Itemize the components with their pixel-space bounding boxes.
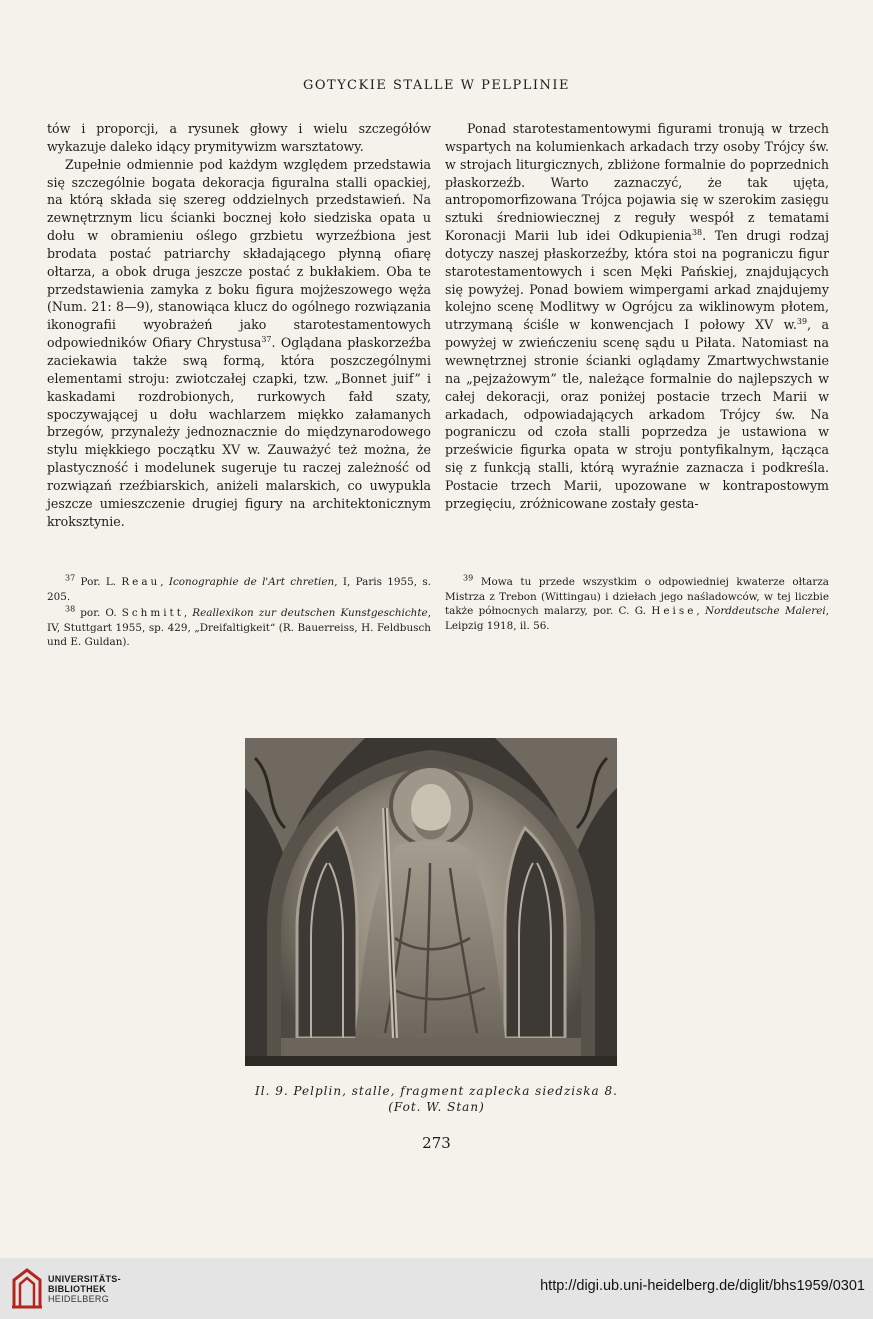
page-number: 273 — [422, 1134, 451, 1152]
carved-relief-illustration — [245, 738, 617, 1066]
right-text-column — [445, 120, 829, 513]
footnote-37: $^{37}$ Por. L. Reau, Iconographie de l'Art chretien, I, Paris 1955, s. 205. — [47, 573, 431, 603]
paragraph: Zupełnie odmiennie pod każdym względem przedstawia się szczególnie bogata dekoracja figuralna stalli opackiej, na którą składa się szereg oddzielnych przedstawień. Na zewnętrznym licu ścianki bocznej koło siedziska opata u dołu w obramieniu oślego grzbietu wyrzeźbiona jest brodata postać patriarchy składającego płynną ofiarę ołtarza, a obok druga jeszcze postać z bukłakiem. Oba te przedstawienia zamyka z boku figura mojżeszowego węża (Num. 21: 8—9), stanowiąca klucz do ogólnego rozwiązania ikonografii wyobrażeń jako starotestamentowych odpowiedników Ofiary Chrystusa$^{37}$. Oglądana płaskorzeźba zaciekawia także swą formą, która poszczególnymi elementami stroju: zwiotczałej czapki, tzw. „Bonnet juif” i kaskadami rozdrobionych, rurkowych fałd szaty, spoczywającej u dołu wachlarzem miękko załamanych brzegów, przynależy jednoznacznie do międzynarodowego stylu miękkiego początku XV w. Zauważyć też można, że plastyczność i modelunek sugeruje tu raczej zależność od rozwiązań rzeźbiarskich, aniżeli malarskich, co uwypukla jeszcze umieszczenie drugiej figury na architektonicznym kroksztynie. — [47, 156, 431, 529]
university-library-logo-icon[interactable] — [10, 1266, 44, 1310]
library-footer-bar — [0, 1258, 873, 1319]
footnotes-right — [445, 575, 829, 635]
figure-caption — [0, 1083, 873, 1115]
footnote-ref[interactable]: 38 — [691, 227, 703, 237]
paragraph: Ponad starotestamentowymi figurami tronują w trzech wspartych na kolumienkach arkadach trzy osoby Trójcy św. w strojach liturgicznych, zbliżone formalnie do poprzednich płaskorzeźb. Warto zaznaczyć, że tak ujęta, antropomorfizowana Trójca pojawia się w szerokim zasięgu sztuki średniowiecznej z reguły wespół z tematami Koronacji Marii lub idei Odkupienia$^{38}$. Ten drugi rodzaj dotyczy naszej płaskorzeźby, która stoi na pograniczu figur starotestamentowych i scen Męki Pańskiej, znajdujących się powyżej. Ponad bowiem wimpergami arkad znajdujemy kolejno scenę Modlitwy w Ogrójcu za wiklinowym płotem, utrzymaną ściśle w konwencjach I połowy XV w.$^{39}$, a powyżej w zwieńczeniu scenę sądu u Piłata. Natomiast na wewnętrznej stronie ścianki oglądamy Zmartwychwstanie na „pejzażowym” tle, należące formalnie do najlepszych w całej dekoracji, oraz poniżej postacie trzech Marii w arkadach, odpowiadających arkadom Trójcy św. Na pograniczu od czoła stalli poprzedza je ustawiona w prześwicie figurka opata w stroju pontyfikalnym, łącząca się z funkcją stalli, którą wyraźnie zaznacza i podkreśla. Postacie trzech Marii, upozowane w kontrapostowym przegięciu, zróżnicowane zostały gesta- — [445, 121, 829, 511]
caption-line-2: (Fot. W. Stan) — [388, 1100, 485, 1114]
figure-carving-photo — [245, 738, 617, 1066]
permalink-url[interactable]: http://digi.ub.uni-heidelberg.de/diglit/bhs1959/0301 — [540, 1278, 865, 1294]
footnote-38: $^{38}$ por. O. Schmitt, Reallexikon zur deutschen Kunstgeschichte, IV, Stuttgart 1955, sp. 429, „Dreifaltigkeit“ (R. Bauerreiss, H. Feldbusch und E. Guldan). — [47, 604, 431, 648]
footnotes-left — [47, 575, 431, 652]
library-name[interactable]: UNIVERSITÄTS- BIBLIOTHEK HEIDELBERG — [48, 1274, 121, 1304]
running-head: GOTYCKIE STALLE W PELPLINIE — [302, 78, 570, 93]
footnote-39: $^{39}$ Mowa tu przede wszystkim o odpowiedniej kwaterze ołtarza Mistrza z Trebon (Wittingau) i dziełach jego naśladowców, w tej liczbie także północnych malarzy, por. C. G. Heise, Norddeutsche Malerei, Leipzig 1918, il. 56. — [445, 573, 829, 632]
footnote-ref[interactable]: 39 — [796, 317, 808, 327]
paragraph: tów i proporcji, a rysunek głowy i wielu szczegółów wykazuje daleko idący prymitywizm warsztatowy. — [47, 121, 431, 154]
caption-line-1: Il. 9. Pelplin, stalle, fragment zaplecka siedziska 8. — [255, 1084, 618, 1098]
left-text-column — [47, 120, 431, 530]
footnote-ref[interactable]: 37 — [261, 334, 272, 344]
